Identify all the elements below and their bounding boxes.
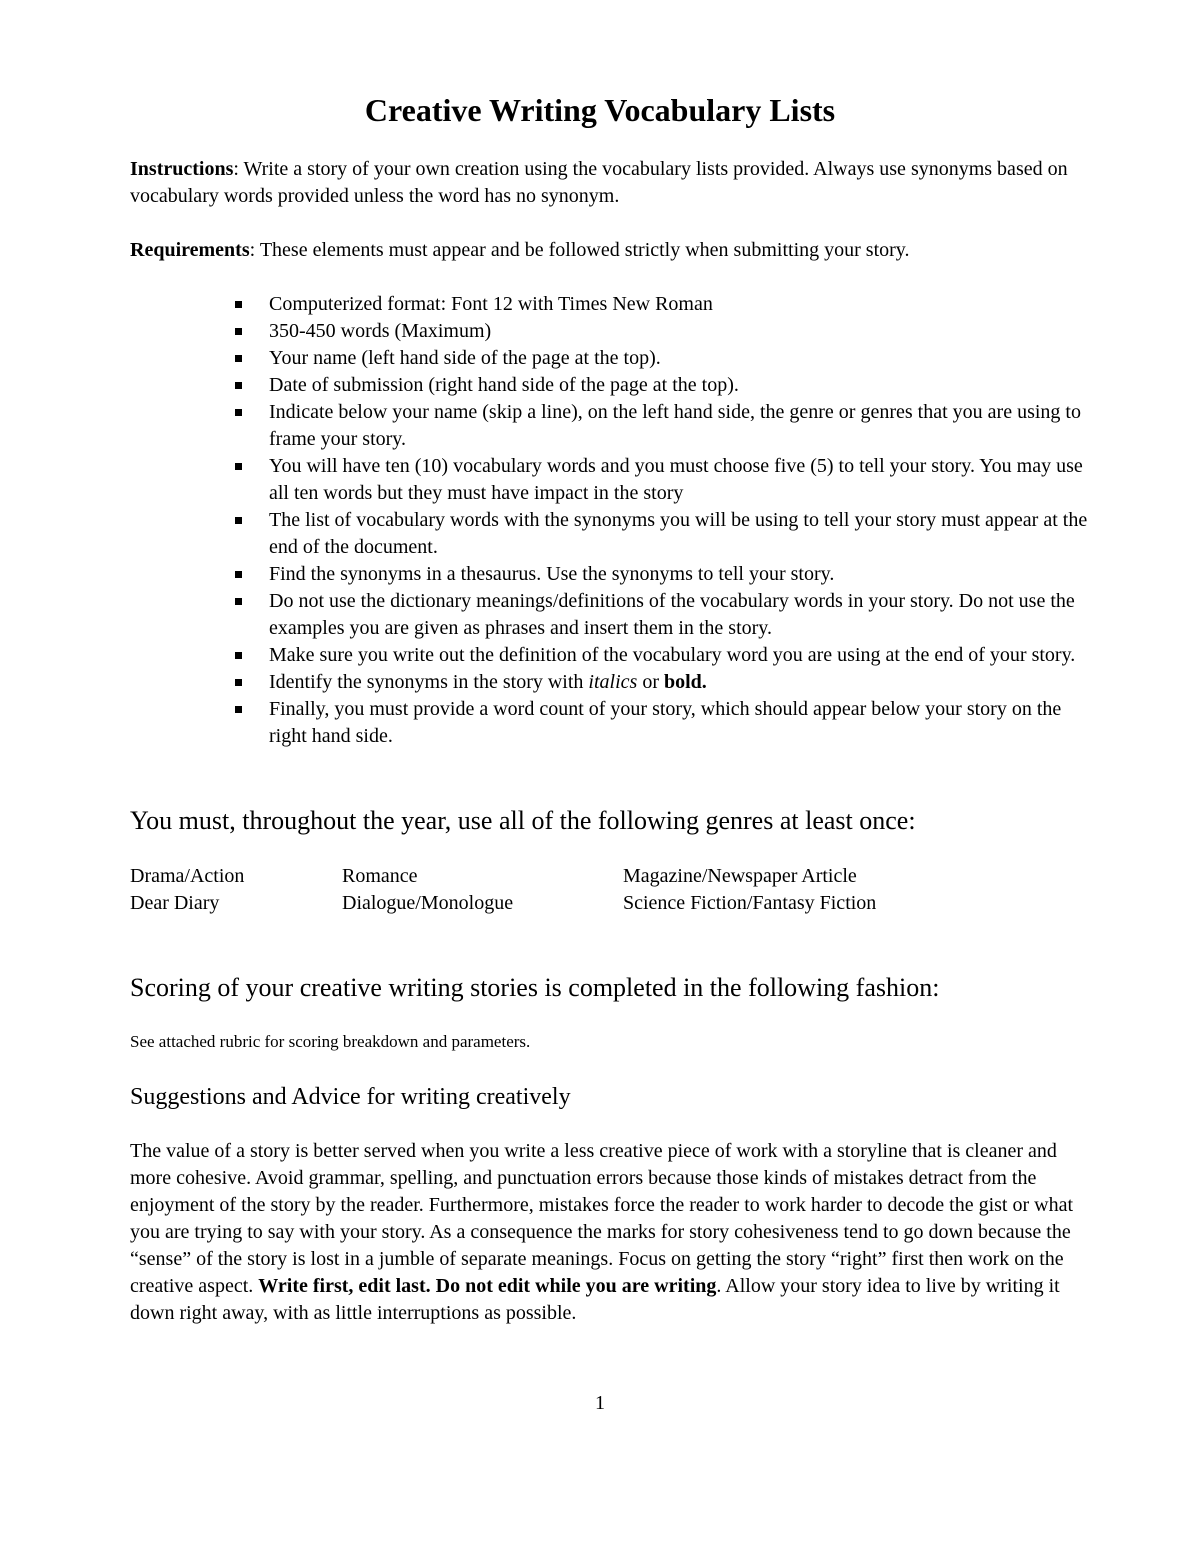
page-number: 1 (595, 1392, 605, 1414)
list-item (231, 561, 1091, 588)
list-item-text: Identify the synonyms in the story with (269, 671, 589, 693)
genres-heading: You must, throughout the year, use all of the following genres at least once: (130, 806, 916, 835)
list-item-text: Indicate below your name (skip a line), on the left hand side, the genre or genres that you are using to frame your story. (269, 401, 1081, 450)
square-bullet-icon (235, 382, 242, 389)
list-item-text: The list of vocabulary words with the synonyms you will be using to tell your story must appear at the end of the document. (269, 509, 1088, 558)
table-cell: Magazine/Newspaper Article (623, 865, 857, 887)
table-row (130, 890, 1080, 917)
list-item-text: or (637, 671, 664, 693)
square-bullet-icon (235, 598, 242, 605)
list-item (231, 291, 1091, 318)
square-bullet-icon (235, 328, 242, 335)
list-item-text: Date of submission (right hand side of the page at the top). (269, 374, 739, 396)
requirements-paragraph (130, 237, 1080, 264)
suggestions-paragraph (130, 1138, 1080, 1327)
document-title: Creative Writing Vocabulary Lists (364, 92, 836, 128)
scoring-note: See attached rubric for scoring breakdown and parameters. (130, 1032, 531, 1051)
requirements-text: : These elements must appear and be followed strictly when submitting your story. (249, 239, 910, 261)
list-item (231, 453, 1091, 507)
table-cell: Dear Diary (130, 892, 220, 914)
bold-text: Do not edit while you are writing (435, 1275, 717, 1297)
square-bullet-icon (235, 301, 242, 308)
body-text: . Allow your story idea to live by writing it down right away, with as little interruptions as possible. (130, 1275, 1060, 1324)
bold-text: bold. (663, 671, 707, 693)
body-text: The value of a story is better served when you write a less creative piece of work with a storyline that is cleaner and more cohesive. Avoid grammar, spelling, and punctuation errors because those kinds of mistakes detract from the enjoyment of the story by the reader. Furthermore, mistakes force the reader to work harder to decode the gist or what you are trying to say with your story. As a consequence the marks for story cohesiveness tend to go down because the “sense” of the story is lost in a jumble of separate meanings. Focus on getting the story “right” first then work on the creative aspect. (130, 1140, 1074, 1297)
table-row (130, 863, 1080, 890)
instructions-label: Instructions (130, 158, 234, 180)
list-item (231, 345, 1091, 372)
list-item (231, 318, 1091, 345)
list-item (231, 507, 1091, 561)
square-bullet-icon (235, 652, 242, 659)
table-cell: Romance (342, 865, 418, 887)
list-item-text: Find the synonyms in a thesaurus. Use the synonyms to tell your story. (269, 563, 835, 585)
list-item-text: You will have ten (10) vocabulary words and you must choose five (5) to tell your story. You may use all ten words but they must have impact in the story (269, 455, 1083, 504)
square-bullet-icon (235, 463, 242, 470)
list-item-text: 350-450 words (Maximum) (269, 320, 492, 342)
list-item-text: Do not use the dictionary meanings/definitions of the vocabulary words in your story. Do not use the examples you are given as phrases and insert them in the story. (269, 590, 1075, 639)
instructions-text: : Write a story of your own creation using the vocabulary lists provided. Always use synonyms based on vocabulary words provided unless the word has no synonym. (130, 158, 1068, 207)
table-cell: Drama/Action (130, 865, 245, 887)
bold-text: Write first, edit last. (258, 1275, 431, 1297)
genres-table (130, 863, 1080, 917)
list-item-text: Finally, you must provide a word count of your story, which should appear below your story on the right hand side. (269, 698, 1062, 747)
list-item (231, 669, 1091, 696)
list-item-text: Computerized format: Font 12 with Times New Roman (269, 293, 713, 315)
list-item (231, 696, 1091, 750)
square-bullet-icon (235, 571, 242, 578)
square-bullet-icon (235, 679, 242, 686)
list-item (231, 372, 1091, 399)
requirements-list (231, 291, 1091, 750)
scoring-heading: Scoring of your creative writing stories is completed in the following fashion: (130, 973, 940, 1002)
table-cell: Science Fiction/Fantasy Fiction (623, 892, 877, 914)
square-bullet-icon (235, 517, 242, 524)
table-cell: Dialogue/Monologue (342, 892, 514, 914)
requirements-label: Requirements (130, 239, 250, 261)
square-bullet-icon (235, 409, 242, 416)
list-item (231, 588, 1091, 642)
suggestions-heading: Suggestions and Advice for writing creatively (130, 1084, 571, 1110)
list-item-text: Your name (left hand side of the page at the top). (269, 347, 661, 369)
list-item (231, 399, 1091, 453)
list-item-text: Make sure you write out the definition of the vocabulary word you are using at the end of your story. (269, 644, 1076, 666)
square-bullet-icon (235, 706, 242, 713)
square-bullet-icon (235, 355, 242, 362)
instructions-paragraph (130, 156, 1080, 210)
italic-text: italics (588, 671, 638, 693)
list-item (231, 642, 1091, 669)
